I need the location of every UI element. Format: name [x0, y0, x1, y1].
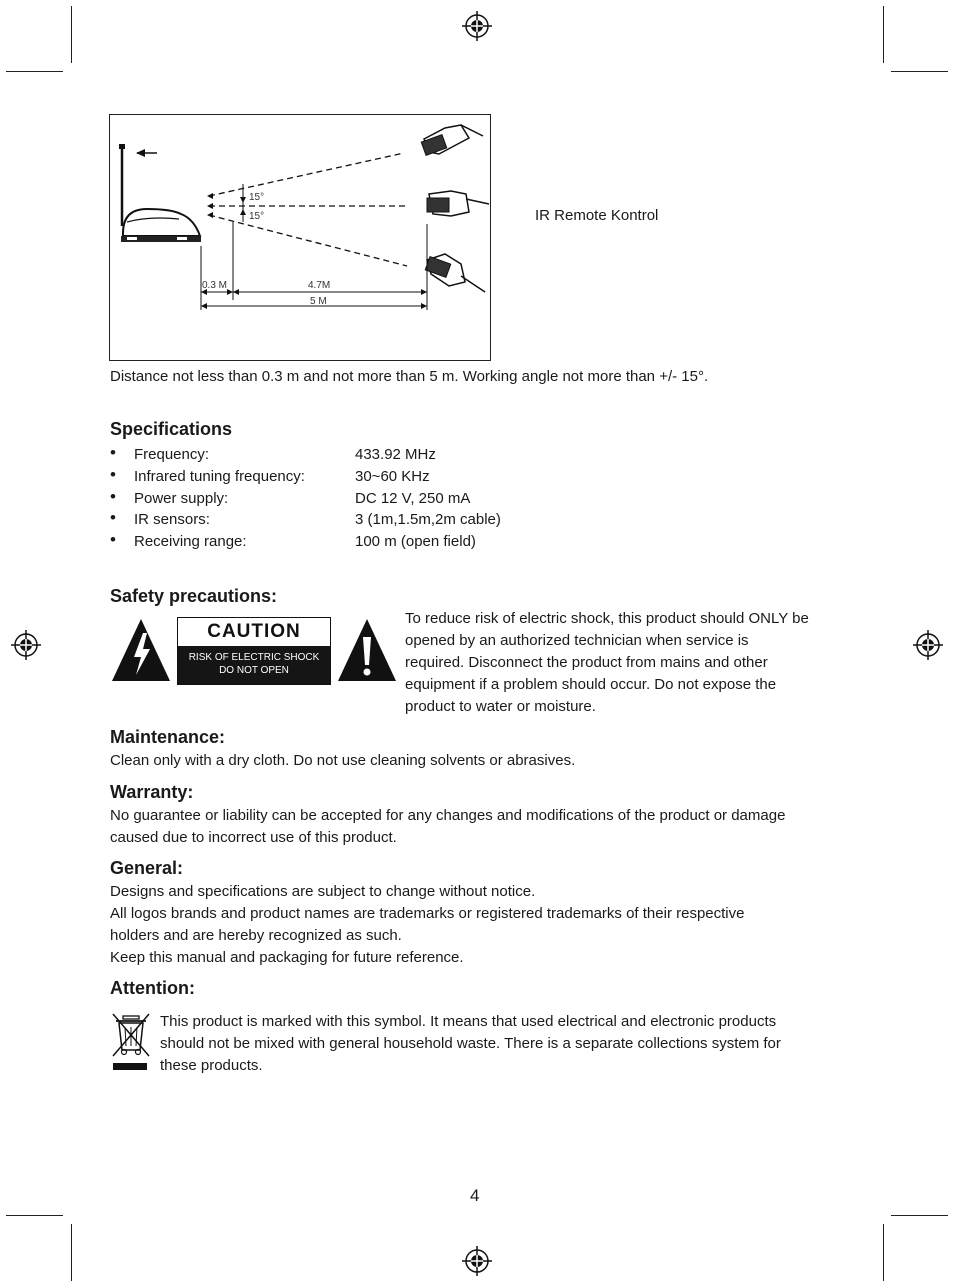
spec-row [110, 488, 610, 510]
angle-label-lower: 15° [249, 211, 265, 222]
distance-label-min: 0.3 M [202, 280, 228, 291]
general-line: All logos brands and product names are trademarks or registered trademarks of their respective [110, 905, 745, 922]
registration-mark-icon [462, 11, 492, 41]
ir-caption: IR Remote Kontrol [535, 207, 659, 224]
attention-line: This product is marked with this symbol. It means that used electrical and electronic products [160, 1013, 777, 1030]
general-line: Designs and specifications are subject to change without notice. [110, 883, 536, 900]
attention-line: should not be mixed with general household waste. There is a separate collections system for [160, 1035, 781, 1052]
safety-line: required. Disconnect the product from mains and other [405, 654, 768, 671]
warranty-text [110, 805, 850, 849]
weee-bin-icon [110, 1012, 152, 1074]
specifications-heading: Specifications [110, 419, 233, 439]
bullet-icon: • [110, 487, 116, 506]
warranty-line: No guarantee or liability can be accepted for any changes and modifications of the product or damage [110, 807, 786, 824]
spec-label: Receiving range: [134, 533, 247, 550]
exclamation-warning-icon [336, 617, 398, 683]
safety-line: product to water or moisture. [405, 698, 596, 715]
spec-row [110, 509, 610, 531]
spec-label: Frequency: [134, 446, 210, 463]
safety-line: opened by an authorized technician when service is [405, 632, 749, 649]
registration-mark-icon [462, 1246, 492, 1276]
spec-row [110, 466, 610, 488]
bullet-icon: • [110, 530, 116, 549]
crop-mark [71, 1224, 72, 1281]
spec-value: 433.92 MHz [355, 446, 436, 463]
spec-label: Power supply: [134, 490, 229, 507]
safety-line: To reduce risk of electric shock, this product should ONLY be [405, 610, 809, 627]
safety-line: equipment if a problem should occur. Do not expose the [405, 676, 777, 693]
attention-line: these products. [160, 1057, 263, 1074]
maintenance-heading: Maintenance: [110, 727, 226, 747]
crop-mark [6, 1215, 63, 1216]
spec-value: 100 m (open field) [355, 533, 476, 550]
general-heading: General: [110, 858, 184, 878]
safety-text [405, 608, 855, 718]
distance-label-total: 5 M [310, 296, 327, 307]
general-line: Keep this manual and packaging for future reference. [110, 949, 464, 966]
attention-text [160, 1011, 850, 1077]
crop-mark [891, 71, 948, 72]
crop-mark [6, 71, 63, 72]
registration-mark-icon [11, 630, 41, 660]
spec-value: 30~60 KHz [355, 468, 430, 485]
page-number: 4 [470, 1186, 480, 1205]
caution-line: DO NOT OPEN [219, 665, 289, 676]
caution-title: CAUTION [178, 618, 330, 646]
attention-heading: Attention: [110, 978, 195, 998]
maintenance-text: Clean only with a dry cloth. Do not use cleaning solvents or abrasives. [110, 752, 576, 769]
caution-subtext [178, 646, 330, 684]
bullet-icon: • [110, 508, 116, 527]
warranty-line: caused due to incorrect use of this product. [110, 829, 397, 846]
spec-value: 3 (1m,1.5m,2m cable) [355, 511, 501, 528]
distance-note: Distance not less than 0.3 m and not more than 5 m. Working angle not more than +/- 15°. [110, 368, 709, 385]
crop-mark [71, 6, 72, 63]
general-text [110, 881, 850, 969]
spec-row [110, 531, 610, 553]
ir-range-diagram [109, 114, 491, 361]
warranty-heading: Warranty: [110, 782, 194, 802]
spec-label: IR sensors: [134, 511, 210, 528]
distance-label-mid: 4.7M [308, 280, 331, 291]
lightning-warning-icon [110, 617, 172, 683]
crop-mark [891, 1215, 948, 1216]
registration-mark-icon [913, 630, 943, 660]
angle-label-upper: 15° [249, 192, 265, 203]
caution-label [177, 617, 331, 685]
crop-mark [883, 1224, 884, 1281]
general-line: holders and are hereby recognized as such. [110, 927, 402, 944]
spec-row [110, 444, 610, 466]
bullet-icon: • [110, 465, 116, 484]
bullet-icon: • [110, 443, 116, 462]
crop-mark [883, 6, 884, 63]
spec-value: DC 12 V, 250 mA [355, 490, 471, 507]
caution-line: RISK OF ELECTRIC SHOCK [188, 652, 320, 663]
spec-label: Infrared tuning frequency: [134, 468, 305, 485]
safety-heading: Safety precautions: [110, 586, 278, 606]
